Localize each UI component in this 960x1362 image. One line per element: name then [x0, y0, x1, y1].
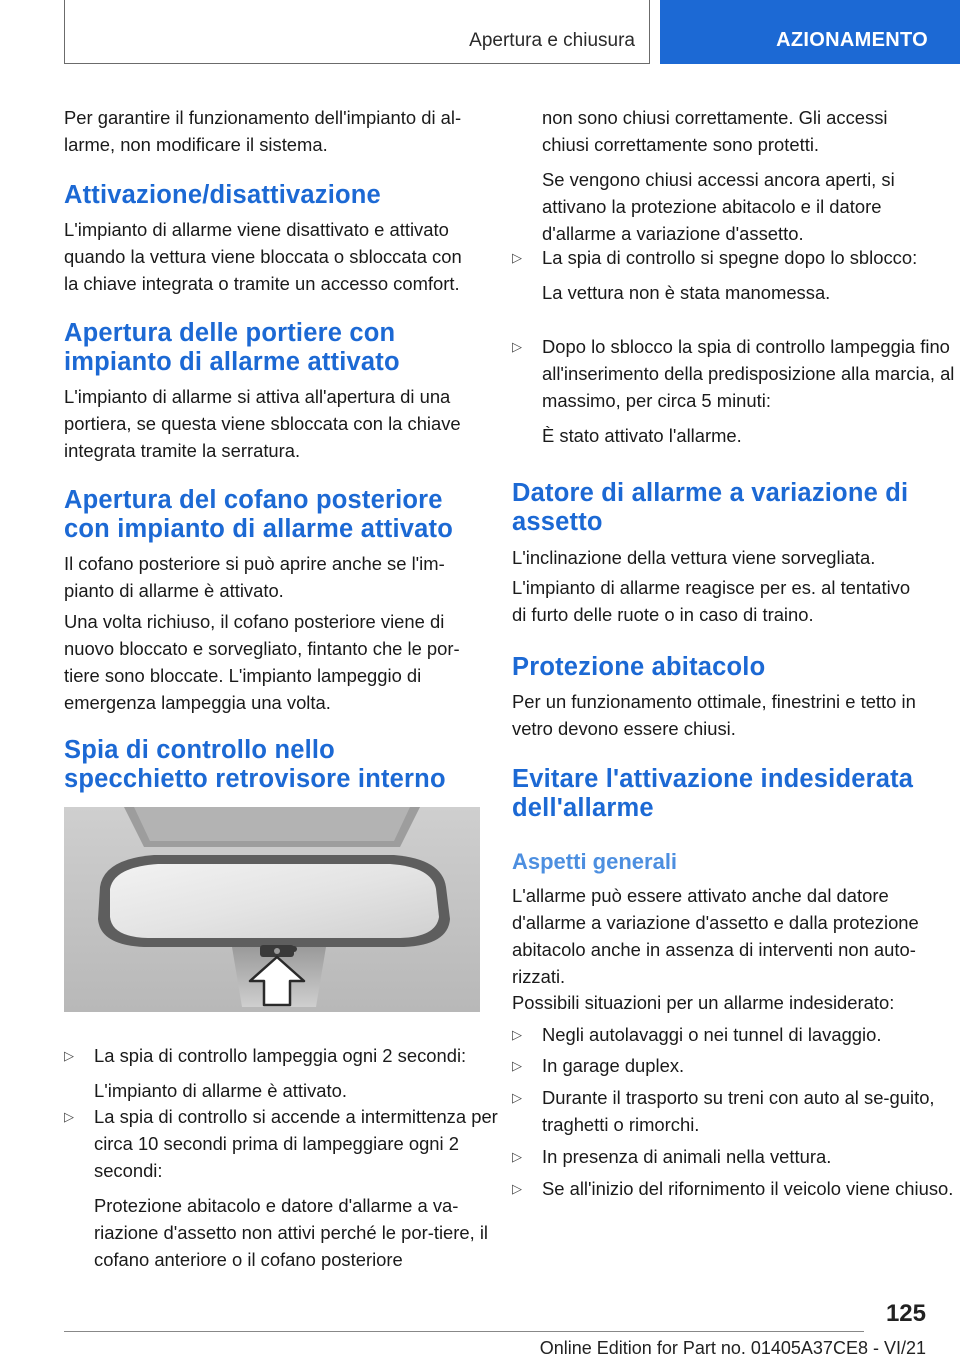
bullet-subtext: Protezione abitacolo e datore d'allarme a va-riazione d'assetto non attivi perché le por-tiere, il cofano anteriore o il cofano posteriore	[94, 1195, 489, 1270]
bullet-text: Negli autolavaggi o nei tunnel di lavaggio.	[542, 1024, 882, 1045]
intro-paragraph: Per garantire il funzionamento dell'impianto di al-larme, non modificare il sistema.	[64, 107, 462, 155]
mirror-icon	[64, 807, 480, 1012]
heading-trunk-line1: Apertura del cofano posteriore	[64, 486, 443, 514]
bullet-subtext: La vettura non è stata manomessa.	[542, 282, 831, 303]
rearview-mirror-illustration	[64, 807, 480, 1012]
subheading-general: Aspetti generali	[512, 849, 678, 874]
heading-avoid-line1: Evitare l'attivazione indesiderata	[512, 765, 914, 793]
continued-paragraph-1: non sono chiusi correttamente. Gli accessi chiusi correttamente sono protetti.	[542, 107, 888, 155]
section-title: Apertura e chiusura	[469, 30, 635, 51]
list-item	[512, 1175, 958, 1202]
list-item	[64, 1042, 510, 1104]
triangle-bullet-icon: ▷	[512, 339, 522, 354]
paragraph-tilt-2: L'impianto di allarme reagisce per es. al tentativo di furto delle ruote o in caso di traino.	[512, 577, 911, 625]
triangle-bullet-icon: ▷	[64, 1048, 74, 1063]
bullet-subtext: L'impianto di allarme è attivato.	[94, 1080, 347, 1101]
triangle-bullet-icon: ▷	[512, 1181, 522, 1196]
triangle-bullet-icon: ▷	[512, 1090, 522, 1105]
bullet-text: La spia di controllo lampeggia ogni 2 secondi:	[94, 1045, 467, 1066]
heading-avoid-line2: dell'allarme	[512, 794, 654, 822]
bullet-text: In presenza di animali nella vettura.	[542, 1146, 832, 1167]
page-number: 125	[885, 1300, 926, 1327]
continued-text	[542, 104, 928, 247]
paragraph-general-2: Possibili situazioni per un allarme indesiderato:	[512, 992, 895, 1013]
header-section-box	[64, 0, 650, 64]
heading-trunk-line2: con impianto di allarme attivato	[64, 515, 453, 543]
paragraph-cabin: Per un funzionamento ottimale, finestrini e tetto in vetro devono essere chiusi.	[512, 691, 916, 739]
list-item	[512, 1084, 958, 1138]
list-item	[512, 1052, 958, 1079]
bullet-text: In garage duplex.	[542, 1055, 685, 1076]
paragraph-activation: L'impianto di allarme viene disattivato e attivato quando la vettura viene bloccata o sbloccata con la chiave integrata o tramite un accesso comfort.	[64, 219, 462, 294]
paragraph-trunk-1: Il cofano posteriore si può aprire anche se l'im-pianto di allarme è attivato.	[64, 553, 445, 601]
list-item	[64, 1103, 510, 1273]
heading-cabin: Protezione abitacolo	[512, 653, 766, 681]
edition-footer: Online Edition for Part no. 01405A37CE8 - VI/21	[539, 1338, 926, 1358]
continued-paragraph-2: Se vengono chiusi accessi ancora aperti, si attivano la protezione abitacolo e il datore d'allarme a variazione d'assetto.	[542, 169, 895, 244]
list-item	[512, 244, 958, 306]
list-item	[512, 1143, 958, 1170]
bullet-text: Durante il trasporto su treni con auto al se-guito, traghetti o rimorchi.	[542, 1087, 935, 1135]
heading-lamp-line1: Spia di controllo nello	[64, 736, 335, 764]
triangle-bullet-icon: ▷	[512, 1058, 522, 1073]
bullet-text: Dopo lo sblocco la spia di controllo lampeggia fino all'inserimento della predisposizione alla marcia, al massimo, per circa 5 minuti:	[542, 336, 955, 411]
bullet-text: La spia di controllo si accende a intermittenza per circa 10 secondi prima di lampeggiare ogni 2 secondi:	[94, 1106, 498, 1181]
paragraph-general-1: L'allarme può essere attivato anche dal datore d'allarme a variazione d'assetto e dalla protezione abitacolo anche in assenza di interventi non auto-rizzati.	[512, 885, 919, 987]
triangle-bullet-icon: ▷	[512, 1027, 522, 1042]
bullet-subtext: È stato attivato l'allarme.	[542, 425, 742, 446]
bullet-text: La spia di controllo si spegne dopo lo sblocco:	[542, 247, 918, 268]
heading-lamp-line2: specchietto retrovisore interno	[64, 765, 446, 793]
heading-doors-line1: Apertura delle portiere con	[64, 319, 396, 347]
heading-activation: Attivazione/disattivazione	[64, 181, 381, 209]
paragraph-trunk-2: Una volta richiuso, il cofano posteriore viene di nuovo bloccato e sorvegliato, fintanto che le por-tiere sono bloccate. L'impianto lampeggio di emergenza lampeggia una volta.	[64, 611, 460, 713]
heading-doors-line2: impianto di allarme attivato	[64, 348, 400, 376]
heading-tilt-line2: assetto	[512, 508, 603, 536]
paragraph-doors: L'impianto di allarme si attiva all'apertura di una portiera, se questa viene sbloccata con la chiave integrata tramite la serratura.	[64, 386, 461, 461]
list-item	[512, 1021, 958, 1048]
list-item	[512, 333, 958, 449]
triangle-bullet-icon: ▷	[64, 1109, 74, 1124]
footer-divider	[64, 1331, 864, 1332]
bullet-text: Se all'inizio del rifornimento il veicolo viene chiuso.	[542, 1178, 954, 1199]
chapter-title: AZIONAMENTO	[776, 29, 928, 51]
chapter-tab[interactable]	[660, 0, 960, 64]
paragraph-tilt-1: L'inclinazione della vettura viene sorvegliata.	[512, 547, 876, 568]
triangle-bullet-icon: ▷	[512, 1149, 522, 1164]
heading-tilt-line1: Datore di allarme a variazione di	[512, 479, 909, 507]
triangle-bullet-icon: ▷	[512, 250, 522, 265]
